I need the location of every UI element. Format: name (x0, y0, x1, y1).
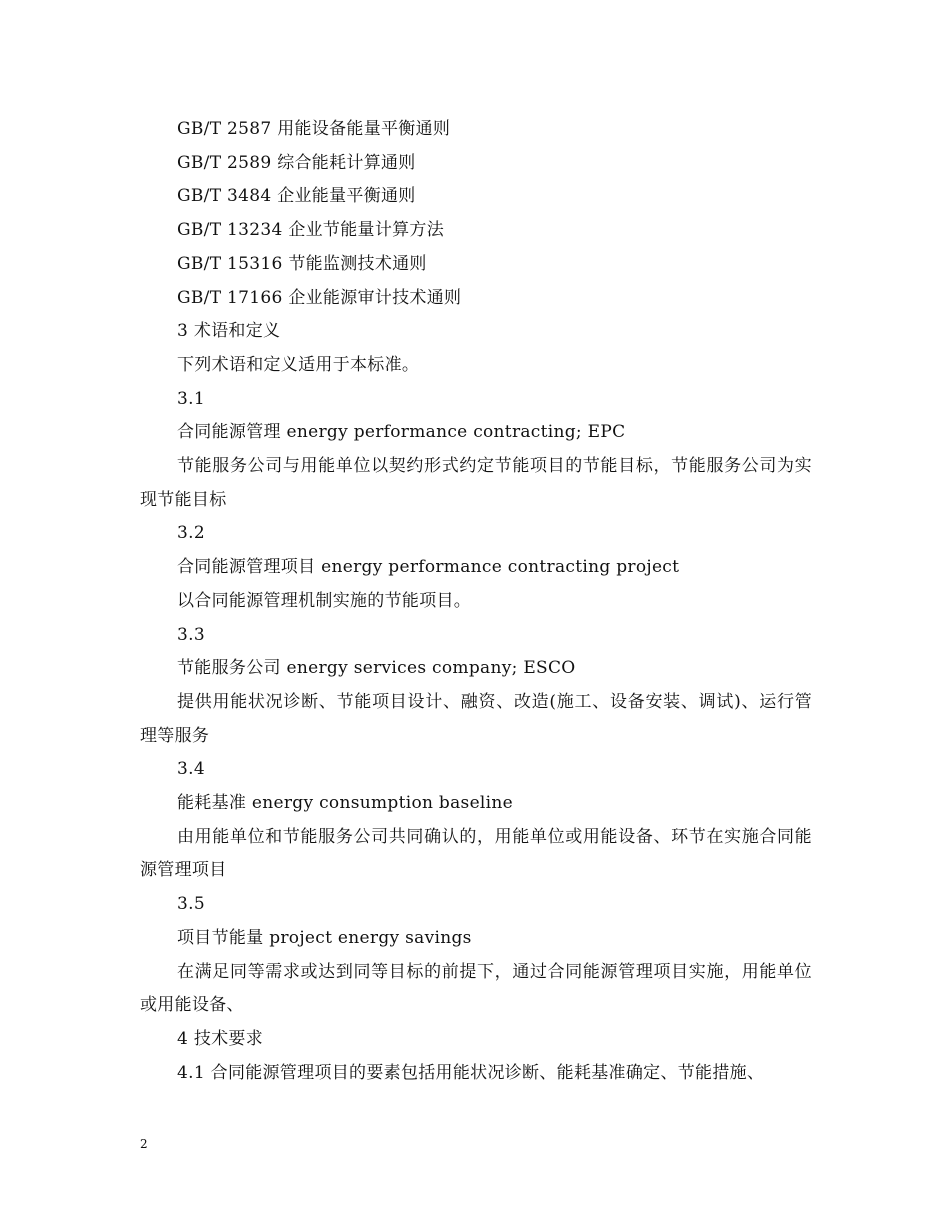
document-body (140, 113, 812, 1090)
term-title: 节能服务公司 energy services company; ESCO (177, 658, 576, 679)
reference-line: GB/T 2589 综合能耗计算通则 (177, 152, 416, 173)
clause-number: 3.2 (177, 523, 205, 544)
term-definition: 提供用能状况诊断、节能项目设计、融资、改造(施工、设备安装、调试)、运行管理等服务 (140, 691, 812, 746)
paragraph-line: 4.1 合同能源管理项目的要素包括用能状况诊断、能耗基准确定、节能措施、 (177, 1062, 765, 1083)
section-heading: 3 术语和定义 (177, 321, 281, 342)
clause-number: 3.1 (177, 388, 205, 409)
term-title: 项目节能量 project energy savings (177, 927, 472, 948)
reference-line: GB/T 17166 企业能源审计技术通则 (177, 287, 462, 308)
term-definition: 节能服务公司与用能单位以契约形式约定节能项目的节能目标，节能服务公司为实现节能目标 (140, 456, 812, 510)
reference-line: GB/T 3484 企业能量平衡通则 (177, 186, 416, 207)
page-number: 2 (140, 1137, 148, 1151)
reference-line: GB/T 13234 企业节能量计算方法 (177, 220, 445, 241)
term-title: 能耗基准 energy consumption baseline (177, 793, 514, 814)
clause-number: 3.4 (177, 759, 205, 780)
term-definition: 以合同能源管理机制实施的节能项目。 (177, 590, 472, 611)
term-title: 合同能源管理项目 energy performance contracting project (177, 557, 680, 578)
term-title: 合同能源管理 energy performance contracting; EPC (177, 422, 626, 443)
clause-number: 3.5 (177, 894, 205, 915)
section-heading: 4 技术要求 (177, 1028, 264, 1049)
term-definition: 由用能单位和节能服务公司共同确认的，用能单位或用能设备、环节在实施合同能源管理项目 (140, 826, 812, 881)
reference-line: GB/T 2587 用能设备能量平衡通则 (177, 119, 451, 139)
term-definition: 在满足同等需求或达到同等目标的前提下，通过合同能源管理项目实施，用能单位或用能设备、 (140, 961, 812, 1016)
paragraph-line: 下列术语和定义适用于本标准。 (177, 354, 420, 375)
reference-line: GB/T 15316 节能监测技术通则 (177, 253, 427, 274)
clause-number: 3.3 (177, 624, 205, 645)
